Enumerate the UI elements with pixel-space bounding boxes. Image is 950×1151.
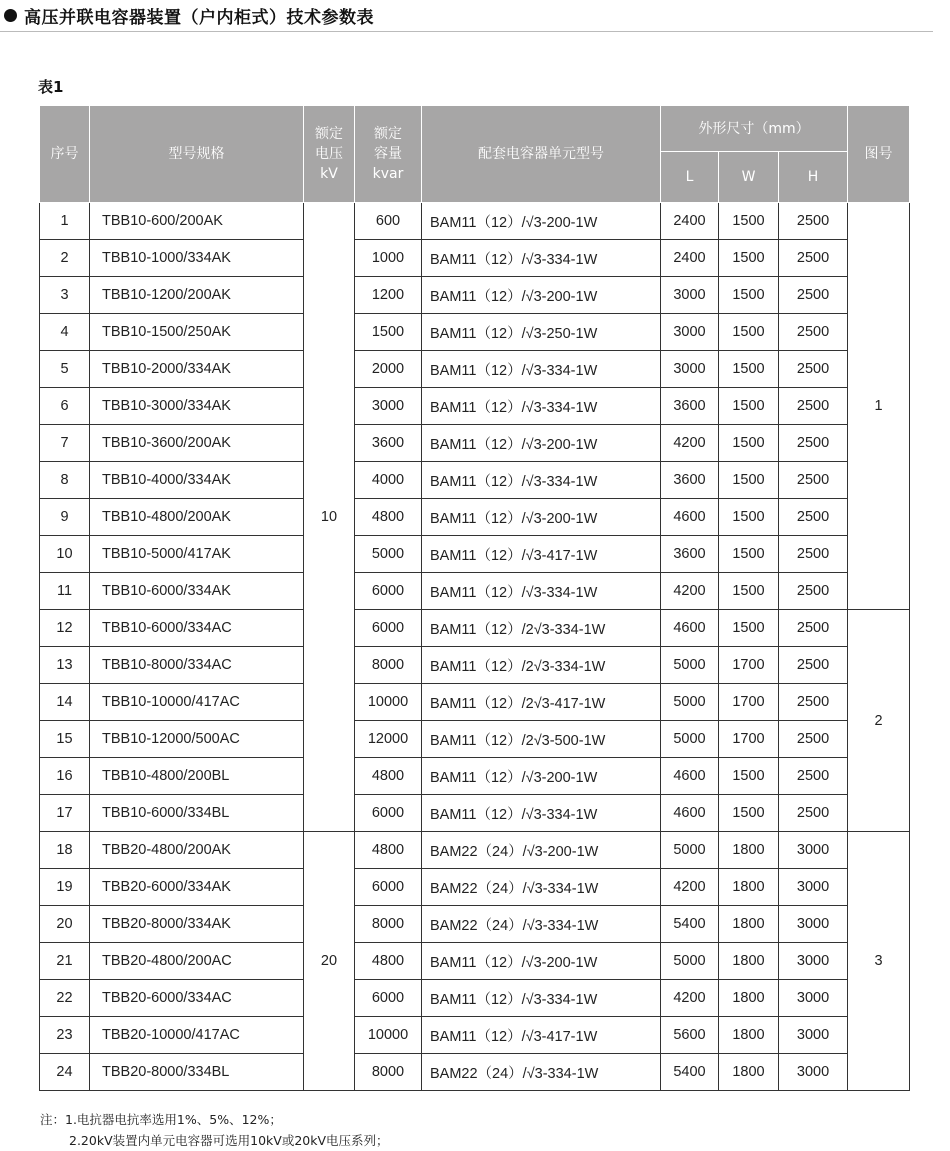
cell-unit-model: BAM11（12）/√3-200-1W — [422, 425, 661, 462]
cell-seq: 18 — [40, 832, 90, 869]
table-row — [40, 721, 910, 758]
header-dimensions: 外形尺寸（mm） — [661, 106, 848, 152]
cell-dim-H: 2500 — [779, 314, 848, 351]
cell-dim-W: 1500 — [719, 277, 779, 314]
table-row — [40, 684, 910, 721]
cell-unit-model: BAM11（12）/√3-200-1W — [422, 277, 661, 314]
table-row — [40, 1017, 910, 1054]
table-row — [40, 795, 910, 832]
cell-seq: 23 — [40, 1017, 90, 1054]
cell-dim-L: 4200 — [661, 980, 719, 1017]
cell-capacity: 4000 — [355, 462, 422, 499]
table-row — [40, 388, 910, 425]
notes — [40, 1109, 389, 1151]
cell-model: TBB10-5000/417AK — [90, 536, 304, 573]
cell-dim-H: 2500 — [779, 721, 848, 758]
cell-capacity: 4800 — [355, 499, 422, 536]
cell-dim-W: 1700 — [719, 721, 779, 758]
cell-dim-H: 2500 — [779, 425, 848, 462]
cell-capacity: 1500 — [355, 314, 422, 351]
cell-model: TBB10-6000/334AC — [90, 610, 304, 647]
cell-voltage: 20 — [304, 832, 355, 1091]
cell-dim-L: 2400 — [661, 203, 719, 240]
cell-model: TBB10-6000/334BL — [90, 795, 304, 832]
cell-dim-L: 4600 — [661, 499, 719, 536]
cell-unit-model: BAM11（12）/√3-200-1W — [422, 203, 661, 240]
cell-dim-W: 1500 — [719, 388, 779, 425]
cell-capacity: 2000 — [355, 351, 422, 388]
cell-dim-W: 1500 — [719, 314, 779, 351]
cell-capacity: 4800 — [355, 832, 422, 869]
cell-dim-W: 1500 — [719, 499, 779, 536]
cell-unit-model: BAM11（12）/2√3-334-1W — [422, 647, 661, 684]
cell-seq: 15 — [40, 721, 90, 758]
header-H: H — [779, 152, 848, 203]
cell-dim-H: 3000 — [779, 906, 848, 943]
header-seq: 序号 — [40, 106, 90, 203]
cell-capacity: 4800 — [355, 943, 422, 980]
cell-dim-H: 2500 — [779, 610, 848, 647]
cell-dim-H: 3000 — [779, 1054, 848, 1091]
cell-unit-model: BAM11（12）/√3-200-1W — [422, 499, 661, 536]
cell-dim-L: 5400 — [661, 1054, 719, 1091]
cell-dim-W: 1500 — [719, 462, 779, 499]
cell-model: TBB10-8000/334AC — [90, 647, 304, 684]
header-voltage — [304, 106, 355, 203]
cell-model: TBB20-10000/417AC — [90, 1017, 304, 1054]
page-title: 高压并联电容器装置（户内柜式）技术参数表 — [24, 7, 374, 28]
cell-dim-W: 1700 — [719, 647, 779, 684]
cell-dim-W: 1500 — [719, 536, 779, 573]
cell-dim-L: 4200 — [661, 573, 719, 610]
cell-dim-L: 4600 — [661, 758, 719, 795]
cell-capacity: 1000 — [355, 240, 422, 277]
cell-capacity: 8000 — [355, 906, 422, 943]
cell-dim-H: 2500 — [779, 573, 848, 610]
cell-dim-W: 1700 — [719, 684, 779, 721]
header-capacity — [355, 106, 422, 203]
cell-model: TBB10-1500/250AK — [90, 314, 304, 351]
cell-dim-L: 5000 — [661, 647, 719, 684]
cell-dim-L: 3000 — [661, 351, 719, 388]
table-row — [40, 943, 910, 980]
cell-capacity: 6000 — [355, 980, 422, 1017]
cell-dim-H: 2500 — [779, 795, 848, 832]
cell-model: TBB20-4800/200AC — [90, 943, 304, 980]
cell-unit-model: BAM11（12）/√3-417-1W — [422, 536, 661, 573]
cell-dim-L: 3600 — [661, 536, 719, 573]
cell-dim-W: 1500 — [719, 610, 779, 647]
cell-unit-model: BAM11（12）/√3-334-1W — [422, 240, 661, 277]
cell-dim-L: 3000 — [661, 277, 719, 314]
cell-seq: 24 — [40, 1054, 90, 1091]
cell-unit-model: BAM11（12）/√3-334-1W — [422, 980, 661, 1017]
header-model: 型号规格 — [90, 106, 304, 203]
cell-model: TBB20-8000/334BL — [90, 1054, 304, 1091]
cell-capacity: 6000 — [355, 795, 422, 832]
cell-model: TBB10-3000/334AK — [90, 388, 304, 425]
cell-capacity: 6000 — [355, 610, 422, 647]
cell-seq: 21 — [40, 943, 90, 980]
cell-dim-L: 5000 — [661, 684, 719, 721]
cell-unit-model: BAM11（12）/√3-250-1W — [422, 314, 661, 351]
cell-seq: 2 — [40, 240, 90, 277]
cell-dim-W: 1800 — [719, 832, 779, 869]
cell-dim-L: 3600 — [661, 388, 719, 425]
table-row — [40, 240, 910, 277]
cell-unit-model: BAM11（12）/√3-334-1W — [422, 795, 661, 832]
cell-model: TBB20-6000/334AC — [90, 980, 304, 1017]
cell-capacity: 10000 — [355, 1017, 422, 1054]
cell-model: TBB20-6000/334AK — [90, 869, 304, 906]
cell-capacity: 4800 — [355, 758, 422, 795]
cell-unit-model: BAM11（12）/√3-200-1W — [422, 943, 661, 980]
table-row — [40, 351, 910, 388]
bullet-icon — [4, 9, 17, 22]
cell-dim-L: 4200 — [661, 869, 719, 906]
cell-capacity: 3000 — [355, 388, 422, 425]
cell-model: TBB10-1000/334AK — [90, 240, 304, 277]
cell-unit-model: BAM22（24）/√3-334-1W — [422, 869, 661, 906]
table-row — [40, 425, 910, 462]
note-2: 2.20kV装置内单元电容器可选用10kV或20kV电压系列； — [69, 1133, 389, 1148]
table-label: 表1 — [38, 78, 64, 96]
cell-model: TBB10-4800/200AK — [90, 499, 304, 536]
cell-model: TBB20-8000/334AK — [90, 906, 304, 943]
cell-figure: 2 — [848, 610, 910, 832]
cell-seq: 17 — [40, 795, 90, 832]
table-row — [40, 832, 910, 869]
cell-capacity: 5000 — [355, 536, 422, 573]
cell-dim-H: 3000 — [779, 832, 848, 869]
cell-dim-W: 1800 — [719, 943, 779, 980]
cell-dim-H: 2500 — [779, 684, 848, 721]
cell-seq: 11 — [40, 573, 90, 610]
cell-seq: 3 — [40, 277, 90, 314]
header-L: L — [661, 152, 719, 203]
header-voltage-line1: 额定 — [315, 126, 343, 142]
header-W: W — [719, 152, 779, 203]
cell-dim-L: 2400 — [661, 240, 719, 277]
cell-model: TBB10-10000/417AC — [90, 684, 304, 721]
table-row — [40, 536, 910, 573]
cell-unit-model: BAM11（12）/2√3-334-1W — [422, 610, 661, 647]
cell-model: TBB10-6000/334AK — [90, 573, 304, 610]
table-row — [40, 906, 910, 943]
cell-seq: 8 — [40, 462, 90, 499]
table-row — [40, 462, 910, 499]
cell-model: TBB10-12000/500AC — [90, 721, 304, 758]
cell-dim-H: 3000 — [779, 943, 848, 980]
cell-unit-model: BAM11（12）/√3-334-1W — [422, 351, 661, 388]
cell-seq: 9 — [40, 499, 90, 536]
cell-unit-model: BAM22（24）/√3-334-1W — [422, 1054, 661, 1091]
table-row — [40, 610, 910, 647]
cell-figure: 1 — [848, 203, 910, 610]
cell-capacity: 3600 — [355, 425, 422, 462]
table-row — [40, 203, 910, 240]
table-row — [40, 573, 910, 610]
cell-dim-W: 1800 — [719, 906, 779, 943]
header-capacity-line2: 容量 — [374, 146, 402, 162]
table-row — [40, 980, 910, 1017]
header-capacity-unit: kvar — [372, 166, 404, 182]
cell-seq: 16 — [40, 758, 90, 795]
cell-dim-H: 2500 — [779, 388, 848, 425]
cell-dim-W: 1500 — [719, 203, 779, 240]
header-capacity-line1: 额定 — [374, 126, 402, 142]
cell-capacity: 6000 — [355, 573, 422, 610]
cell-unit-model: BAM11（12）/2√3-417-1W — [422, 684, 661, 721]
cell-unit-model: BAM11（12）/2√3-500-1W — [422, 721, 661, 758]
cell-dim-H: 2500 — [779, 499, 848, 536]
header-unit-model: 配套电容器单元型号 — [422, 106, 661, 203]
cell-model: TBB10-4800/200BL — [90, 758, 304, 795]
cell-unit-model: BAM11（12）/√3-417-1W — [422, 1017, 661, 1054]
cell-model: TBB10-2000/334AK — [90, 351, 304, 388]
table-row — [40, 314, 910, 351]
table-row — [40, 1054, 910, 1091]
table-row — [40, 277, 910, 314]
cell-dim-L: 4600 — [661, 795, 719, 832]
cell-dim-H: 2500 — [779, 536, 848, 573]
cell-unit-model: BAM11（12）/√3-334-1W — [422, 573, 661, 610]
spec-table — [39, 105, 910, 1091]
cell-dim-L: 3600 — [661, 462, 719, 499]
cell-seq: 13 — [40, 647, 90, 684]
table-row — [40, 869, 910, 906]
cell-dim-L: 4600 — [661, 610, 719, 647]
cell-seq: 5 — [40, 351, 90, 388]
cell-seq: 4 — [40, 314, 90, 351]
cell-dim-W: 1500 — [719, 240, 779, 277]
cell-unit-model: BAM11（12）/√3-334-1W — [422, 388, 661, 425]
header-figure: 图号 — [848, 106, 910, 203]
note-1: 注：1.电抗器电抗率选用1%、5%、12%； — [40, 1112, 282, 1127]
cell-capacity: 600 — [355, 203, 422, 240]
cell-dim-W: 1800 — [719, 1017, 779, 1054]
cell-dim-H: 2500 — [779, 758, 848, 795]
cell-dim-W: 1800 — [719, 1054, 779, 1091]
cell-dim-H: 3000 — [779, 980, 848, 1017]
cell-figure: 3 — [848, 832, 910, 1091]
cell-capacity: 12000 — [355, 721, 422, 758]
cell-dim-H: 2500 — [779, 647, 848, 684]
cell-model: TBB10-4000/334AK — [90, 462, 304, 499]
cell-capacity: 10000 — [355, 684, 422, 721]
cell-dim-L: 4200 — [661, 425, 719, 462]
cell-seq: 12 — [40, 610, 90, 647]
cell-dim-W: 1500 — [719, 351, 779, 388]
header-voltage-line2: 电压 — [315, 146, 343, 162]
cell-capacity: 1200 — [355, 277, 422, 314]
cell-model: TBB10-1200/200AK — [90, 277, 304, 314]
cell-capacity: 8000 — [355, 1054, 422, 1091]
cell-seq: 20 — [40, 906, 90, 943]
page-header — [4, 2, 374, 28]
cell-voltage: 10 — [304, 203, 355, 832]
cell-unit-model: BAM11（12）/√3-334-1W — [422, 462, 661, 499]
cell-unit-model: BAM11（12）/√3-200-1W — [422, 758, 661, 795]
cell-dim-H: 2500 — [779, 240, 848, 277]
cell-dim-L: 5600 — [661, 1017, 719, 1054]
title-divider — [0, 31, 933, 32]
cell-dim-H: 2500 — [779, 462, 848, 499]
cell-unit-model: BAM22（24）/√3-200-1W — [422, 832, 661, 869]
cell-seq: 6 — [40, 388, 90, 425]
cell-dim-L: 3000 — [661, 314, 719, 351]
cell-dim-H: 2500 — [779, 351, 848, 388]
cell-model: TBB20-4800/200AK — [90, 832, 304, 869]
cell-seq: 14 — [40, 684, 90, 721]
cell-model: TBB10-600/200AK — [90, 203, 304, 240]
cell-dim-H: 2500 — [779, 203, 848, 240]
cell-seq: 22 — [40, 980, 90, 1017]
table-row — [40, 499, 910, 536]
cell-unit-model: BAM22（24）/√3-334-1W — [422, 906, 661, 943]
cell-dim-L: 5000 — [661, 832, 719, 869]
cell-dim-W: 1800 — [719, 980, 779, 1017]
cell-seq: 1 — [40, 203, 90, 240]
cell-dim-W: 1500 — [719, 758, 779, 795]
cell-dim-L: 5000 — [661, 943, 719, 980]
cell-dim-W: 1800 — [719, 869, 779, 906]
table-row — [40, 647, 910, 684]
cell-dim-L: 5400 — [661, 906, 719, 943]
cell-seq: 7 — [40, 425, 90, 462]
cell-seq: 19 — [40, 869, 90, 906]
cell-model: TBB10-3600/200AK — [90, 425, 304, 462]
cell-dim-H: 2500 — [779, 277, 848, 314]
cell-dim-L: 5000 — [661, 721, 719, 758]
spec-table-body — [40, 203, 910, 1091]
cell-dim-W: 1500 — [719, 795, 779, 832]
header-voltage-unit: kV — [320, 166, 338, 182]
cell-dim-W: 1500 — [719, 573, 779, 610]
cell-dim-W: 1500 — [719, 425, 779, 462]
table-row — [40, 758, 910, 795]
cell-dim-H: 3000 — [779, 869, 848, 906]
cell-capacity: 8000 — [355, 647, 422, 684]
cell-capacity: 6000 — [355, 869, 422, 906]
cell-seq: 10 — [40, 536, 90, 573]
cell-dim-H: 3000 — [779, 1017, 848, 1054]
